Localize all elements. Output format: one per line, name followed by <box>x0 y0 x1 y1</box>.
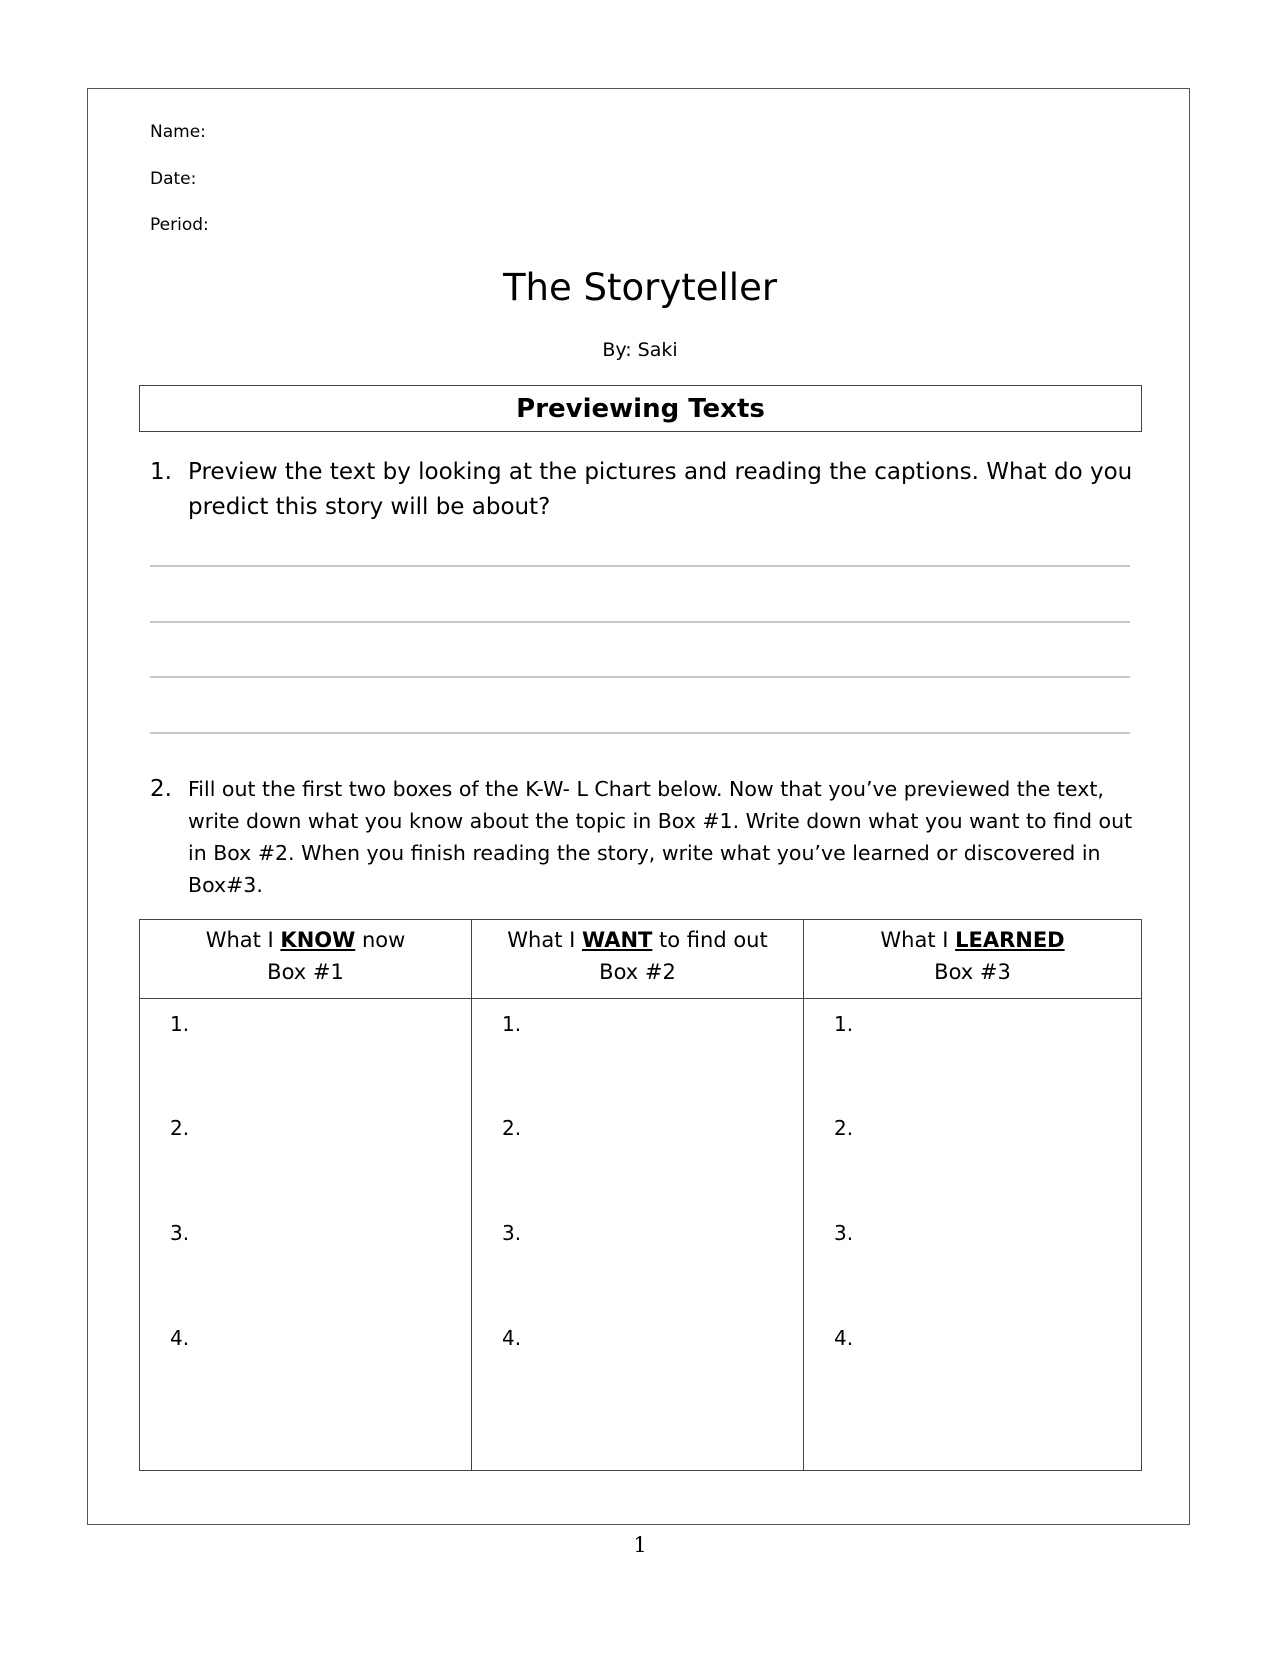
kwl-header-title <box>140 924 471 956</box>
list-item: 4. <box>170 1326 190 1350</box>
header-keyword: KNOW <box>280 928 356 952</box>
kwl-box-want[interactable] <box>472 999 804 1470</box>
kwl-chart <box>139 919 1142 1471</box>
kwl-header-know <box>140 920 472 999</box>
header-keyword: WANT <box>581 928 653 952</box>
header-suffix: now <box>355 928 406 952</box>
kwl-header-title <box>472 924 803 956</box>
list-item: 3. <box>834 1221 854 1245</box>
question-text: Preview the text by looking at the pictures and reading the captions. What do you predict this story will be about? <box>188 459 1133 520</box>
kwl-header-box: Box #3 <box>934 960 1011 984</box>
kwl-header-box: Box #1 <box>267 960 344 984</box>
header-suffix: to find out <box>652 928 768 952</box>
list-item: 4. <box>834 1326 854 1350</box>
list-item: 1. <box>834 1012 854 1036</box>
question-number: 1. <box>150 459 172 485</box>
author-line: By: Saki <box>602 339 678 361</box>
kwl-box-know[interactable] <box>140 999 472 1470</box>
answer-line[interactable] <box>150 732 1130 734</box>
kwl-header-title <box>804 924 1141 956</box>
kwl-box-learned[interactable] <box>804 999 1141 1470</box>
question-2 <box>150 773 1150 901</box>
list-item: 2. <box>170 1116 190 1140</box>
date-label: Date: <box>150 169 197 189</box>
answer-line[interactable] <box>150 565 1130 567</box>
section-heading: Previewing Texts <box>516 393 765 424</box>
page-number: 1 <box>633 1533 647 1557</box>
list-item: 3. <box>170 1221 190 1245</box>
kwl-header-learned <box>804 920 1141 999</box>
question-number: 2. <box>150 776 172 802</box>
answer-line[interactable] <box>150 676 1130 678</box>
period-label: Period: <box>150 215 209 235</box>
header-prefix: What I <box>507 928 582 952</box>
list-item: 2. <box>502 1116 522 1140</box>
header-prefix: What I <box>205 928 281 952</box>
question-1 <box>150 455 1150 525</box>
question-text: Fill out the first two boxes of the K-W- L Chart below. Now that you’ve previewed the text, write down what you know about the topic in Box #1. Write down what you want to find out in Box #2. When you finish reading the story, write what you’ve learned or discovered in Box#3. <box>188 777 1133 897</box>
list-item: 3. <box>502 1221 522 1245</box>
header-keyword: LEARNED <box>955 928 1065 952</box>
answer-line[interactable] <box>150 621 1130 623</box>
list-item: 1. <box>170 1012 190 1036</box>
section-heading-box <box>139 385 1142 432</box>
header-prefix: What I <box>880 928 956 952</box>
kwl-header-box: Box #2 <box>599 960 676 984</box>
kwl-header-want <box>472 920 804 999</box>
document-title: The Storyteller <box>502 266 778 309</box>
list-item: 4. <box>502 1326 522 1350</box>
list-item: 1. <box>502 1012 522 1036</box>
list-item: 2. <box>834 1116 854 1140</box>
name-label: Name: <box>150 122 206 142</box>
